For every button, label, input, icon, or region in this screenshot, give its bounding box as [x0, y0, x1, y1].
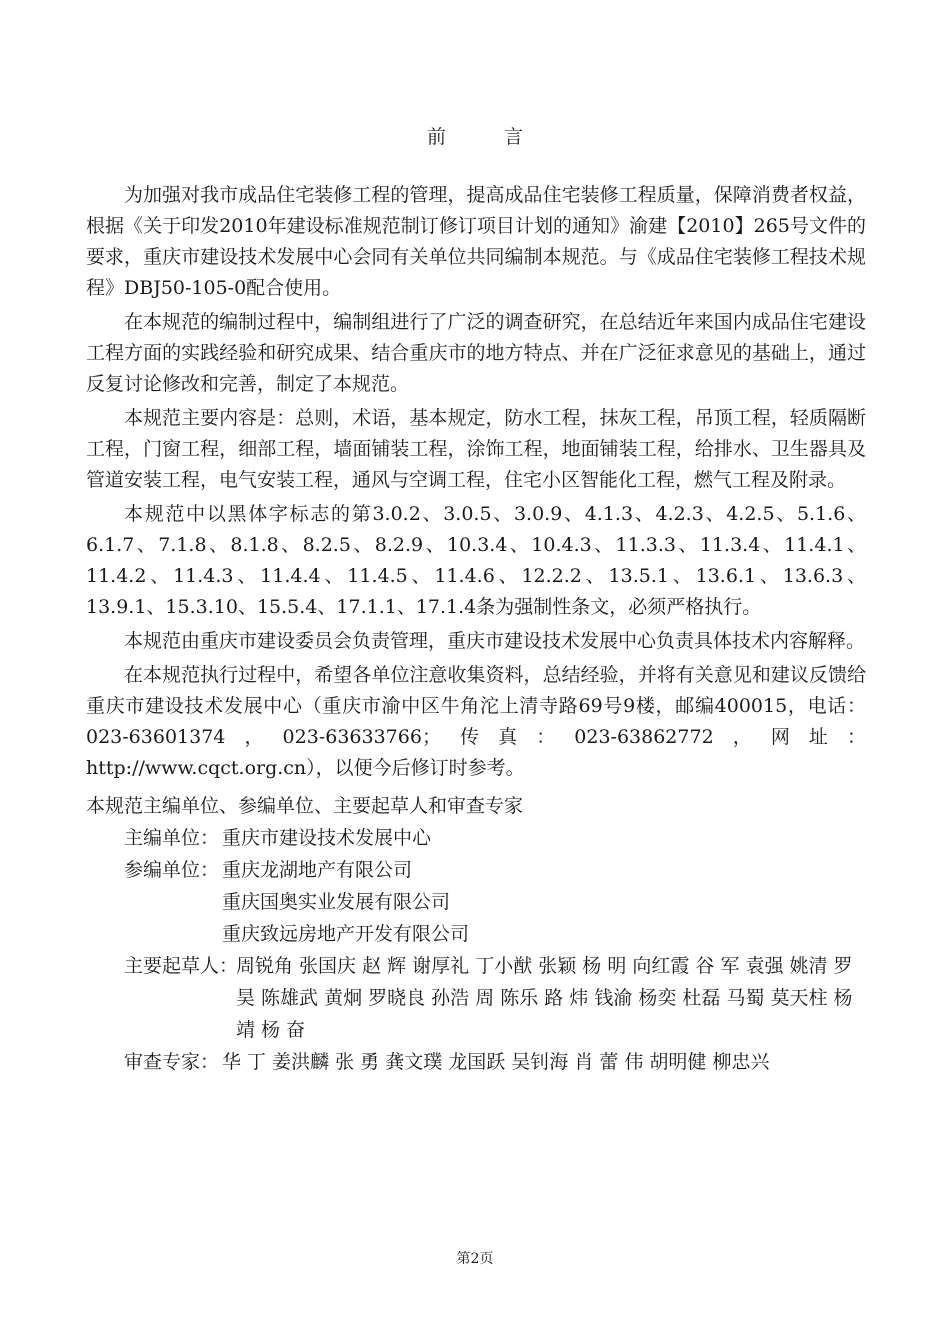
credits-heading: 本规范主编单位、参编单位、主要起草人和审查专家 [86, 795, 524, 817]
participating-units-label: 参编单位： [124, 859, 220, 881]
chief-editor-value: 重庆市建设技术发展中心 [222, 827, 432, 849]
page-number: 第2页 [456, 1251, 494, 1267]
participating-unit: 重庆国奥实业发展有限公司 [222, 891, 451, 913]
preface-paragraph: 为加强对我市成品住宅装修工程的管理，提高成品住宅装修工程质量，保障消费者权益，根据《关于印发2010年建设标准规范制订修订项目计划的通知》渝建【2010】265号文件的要求，重庆市建设技术发展中心会同有关单位共同编制本规范。与《成品住宅装修工程技术规程》DBJ50-105-0配合使用。 [86, 184, 866, 299]
page-title: 前 言 [426, 126, 550, 148]
participating-unit: 重庆龙湖地产有限公司 [222, 859, 413, 881]
reviewers-label: 审查专家： [124, 1051, 220, 1073]
preface-paragraph: 在本规范的编制过程中，编制组进行了广泛的调查研究，在总结近年来国内成品住宅建设工程方面的实践经验和研究成果、结合重庆市的地方特点、并在广泛征求意见的基础上，通过反复讨论修改和完善，制定了本规范。 [86, 311, 866, 395]
preface-paragraph: 本规范中以黑体字标志的第3.0.2、3.0.5、3.0.9、4.1.3、4.2.3、4.2.5、5.1.6、6.1.7、7.1.8、8.1.8、8.2.5、8.2.9、10.3.4、10.4.3、11.3.3、11.3.4、11.4.1、11.4.2、11.4.3、11.4.4、11.4.5、11.4.6、12.2.2、13.5.1、13.6.1、13.6.3、13.9.1、15.3.10、15.5.4、17.1.1、17.1.4条为强制性条文，必须严格执行。 [86, 503, 866, 618]
participating-units-row [124, 854, 866, 886]
drafters-row [124, 950, 866, 1046]
participating-unit: 重庆致远房地产开发有限公司 [222, 923, 470, 945]
preface-body [86, 180, 866, 787]
drafters-label: 主要起草人： [124, 955, 239, 977]
reviewers-row [124, 1046, 866, 1078]
chief-editor-label: 主编单位： [124, 827, 220, 849]
preface-paragraph: 在本规范执行过程中，希望各单位注意收集资料，总结经验，并将有关意见和建议反馈给重庆市建设技术发展中心（重庆市渝中区牛角沱上清寺路69号9楼，邮编400015，电话：023-63601374，023-63633766；传真：023-63862772，网址：http://www.cqct.org.cn），以便今后修订时参考。 [86, 664, 866, 779]
chief-editor-row [124, 822, 866, 854]
preface-paragraph: 本规范主要内容是：总则，术语，基本规定，防水工程，抹灰工程，吊顶工程，轻质隔断工程，门窗工程，细部工程，墙面铺装工程，涂饰工程，地面铺装工程，给排水、卫生器具及管道安装工程，电气安装工程，通风与空调工程，住宅小区智能化工程，燃气工程及附录。 [86, 407, 866, 491]
drafters-value: 周锐角 张国庆 赵 辉 谢厚礼 丁小猷 张颖 杨 明 向红霞 谷 军 袁强 姚清 罗昊 陈雄武 黄炯 罗晓良 孙浩 周 陈乐 路 炜 钱渝 杨奕 杜磊 马蜀 莫天柱 杨靖 杨 奋 [236, 955, 853, 1041]
preface-paragraph: 本规范由重庆市建设委员会负责管理，重庆市建设技术发展中心负责具体技术内容解释。 [124, 630, 866, 652]
reviewers-value: 华 丁 姜洪麟 张 勇 龚文璞 龙国跃 吴钊海 肖 蕾 伟 胡明健 柳忠兴 [222, 1051, 770, 1073]
credits-section [86, 790, 866, 1078]
